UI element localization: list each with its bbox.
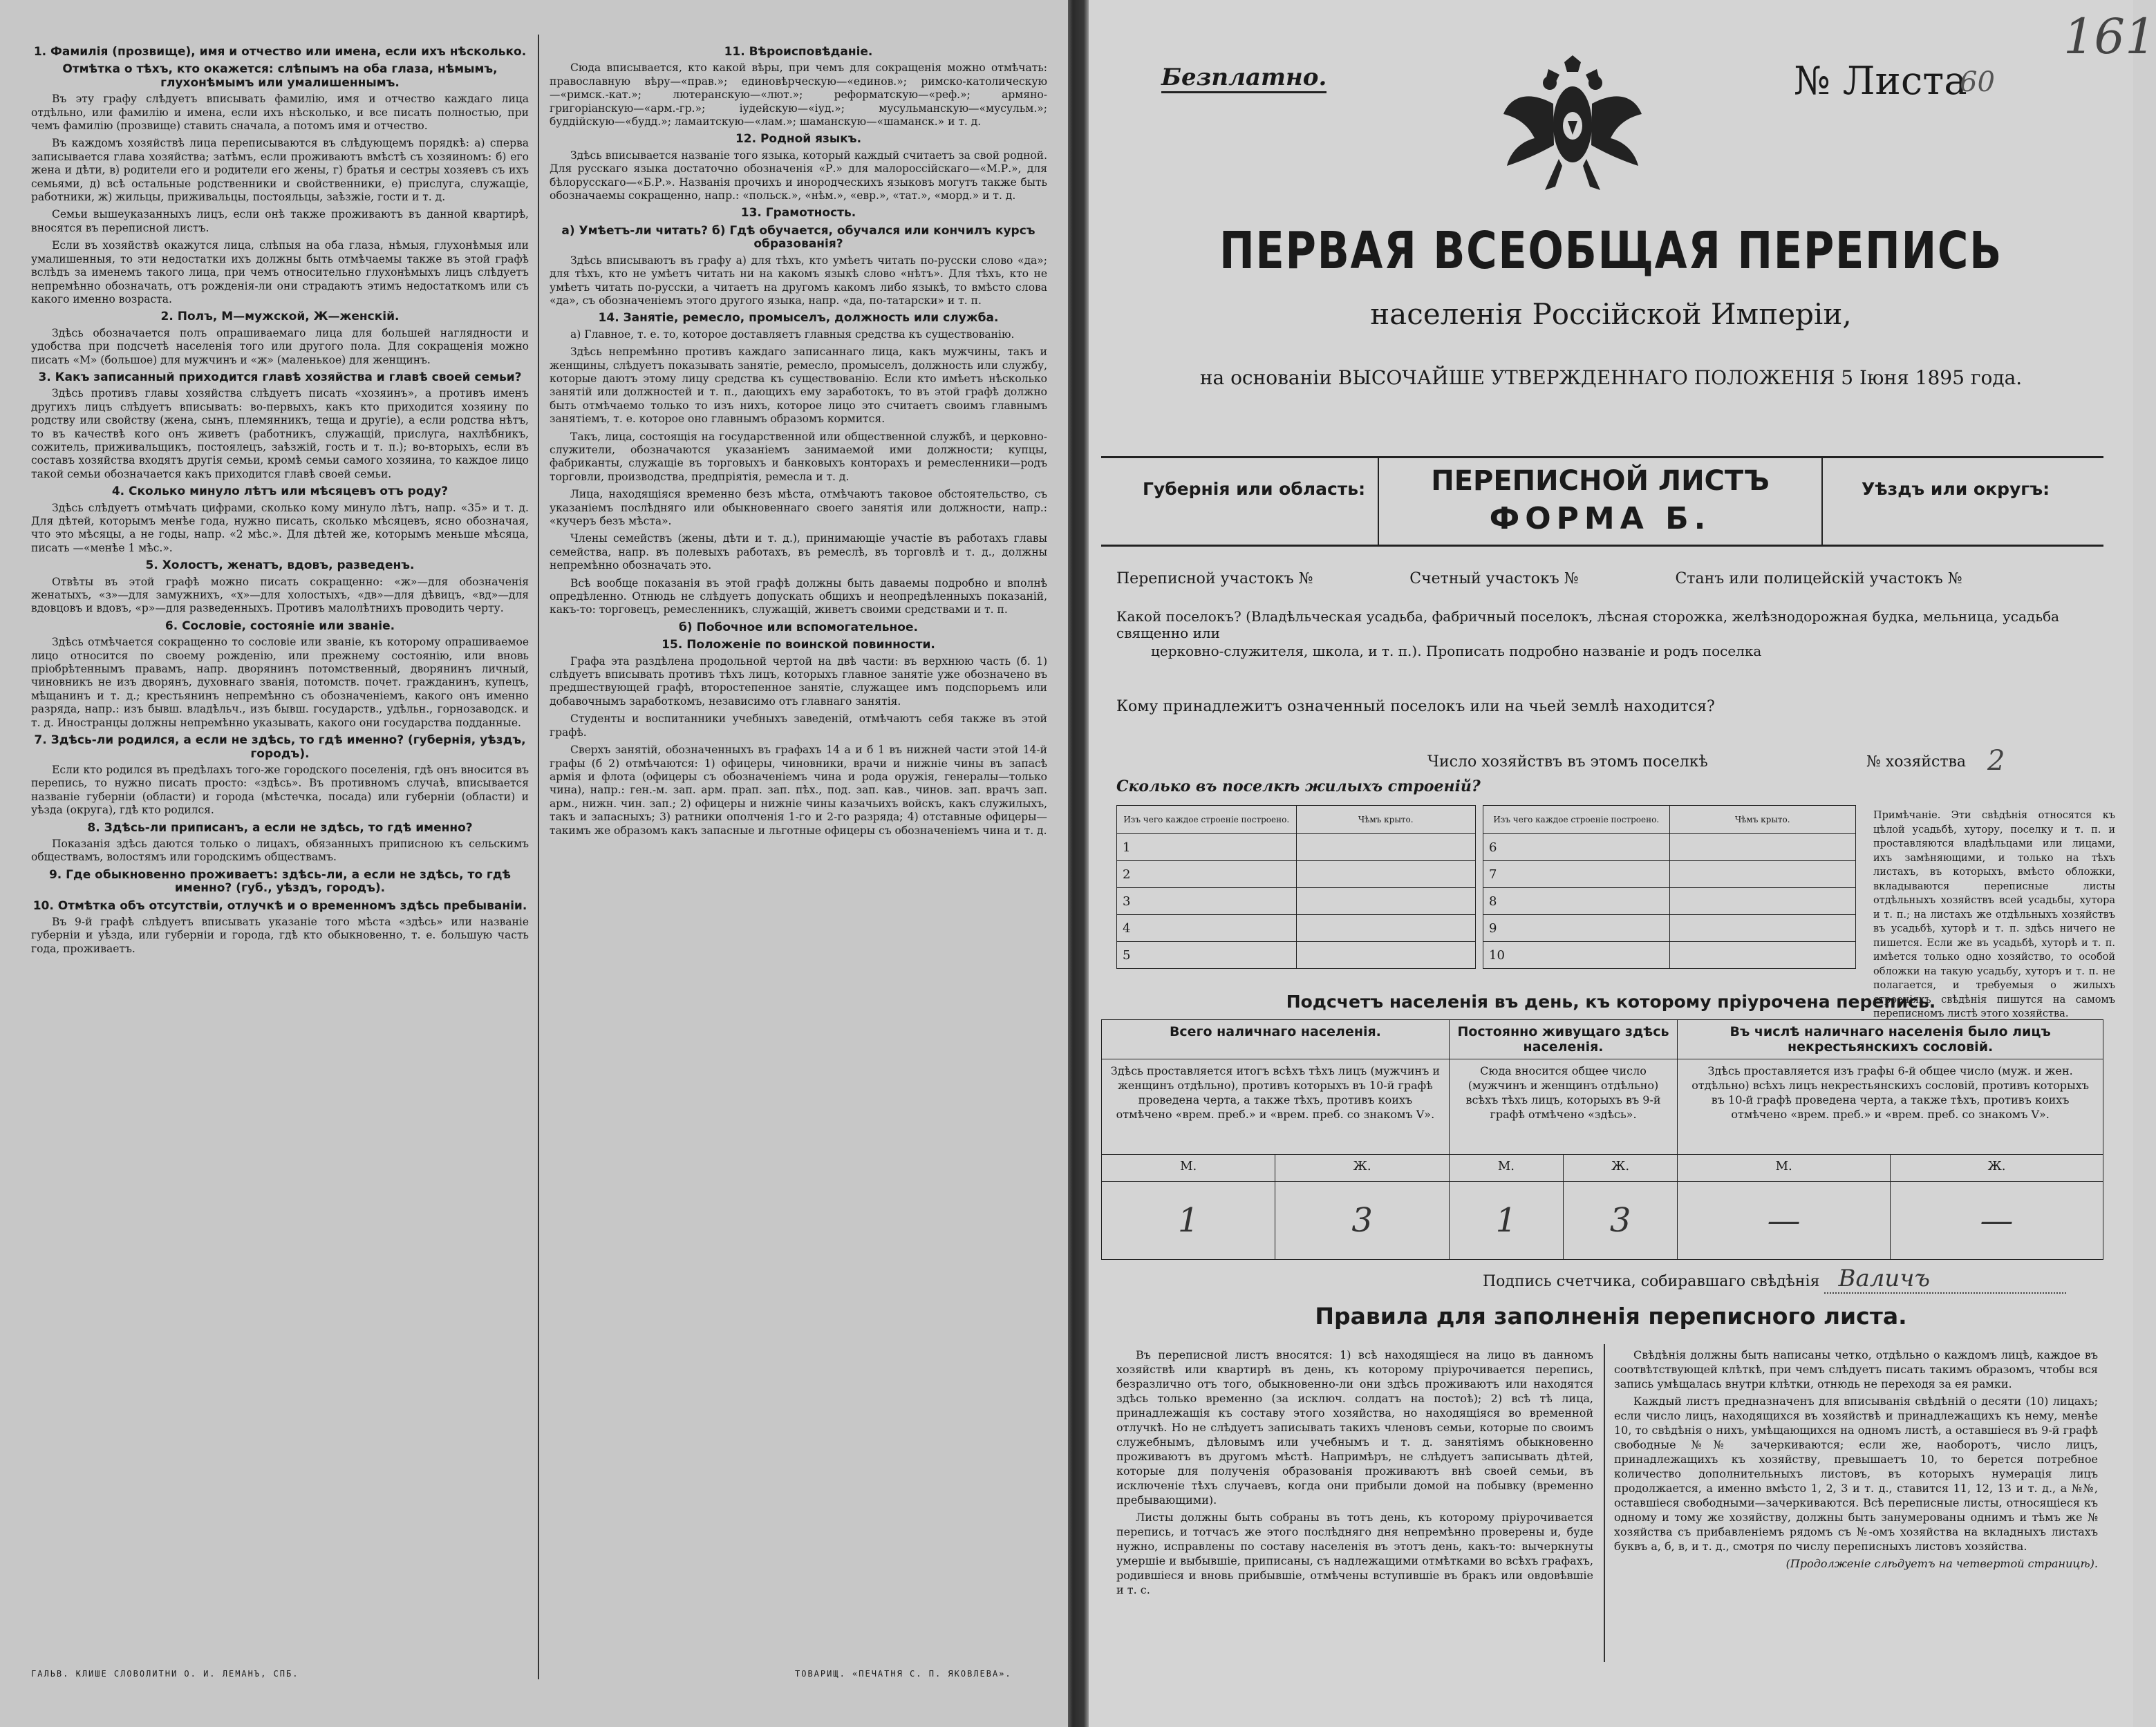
signature-value: Валичъ bbox=[1824, 1265, 2066, 1294]
sheet-number-value: 60 bbox=[1960, 66, 1995, 98]
paragraph: Здѣсь противъ главы хозяйства слѣдуетъ писать «хозяинъ», а противъ именъ другихъ лицъ слѣдуетъ вписывать: во-первыхъ, какъ кто приходится хозяину по родству или свойству (жена, сынъ, племянникъ, теща и другіе), а если родства нѣтъ, то въ качествѣ кого онъ живетъ (работникъ, служащій, прислуга, нахлѣбникъ, сожитель, приживальщикъ, постоялецъ, заѣзжій, гость и т. п.); во-вторыхъ, если въ составъ хозяйства входятъ другія семьи, кромѣ семьи самого хозяина, то каждое лицо такой семьи обозначается какъ приходится главѣ своей семьи. bbox=[31, 387, 529, 480]
col-roof: Чѣмъ крыто. bbox=[1669, 806, 1856, 834]
paragraph: Въ эту графу слѣдуетъ вписывать фамилію, имя и отчество каждаго лица отдѣльно, или фамилію и имена, если ихъ нѣсколько, и все писать полностью, при чемъ фамилію (прозвище) ставить сначала, а потомъ имя и отчество. bbox=[31, 93, 529, 133]
paragraph: Отвѣты въ этой графѣ можно писать сокращенно: «ж»—для обозначенія женатыхъ, «з»—для замужнихъ, «х»—для холостыхъ, «дв»—для дѣвицъ, «вд»—для вдовцовъ и вдовъ, «р»—для разведенныхъ. Противъ малолѣтнихъ проводить черту. bbox=[31, 575, 529, 615]
left-page bbox=[0, 0, 1068, 1727]
form-name: ФОРМА Б. bbox=[1489, 501, 1712, 536]
male-label: М. bbox=[1102, 1155, 1275, 1182]
settlement-line: Какой поселокъ? (Владѣльческая усадьба, фабричный поселокъ, лѣсная сторожка, желѣзнодорожная будка, мельница, усадьба священно или bbox=[1116, 608, 2060, 641]
female-label: Ж. bbox=[1891, 1155, 2103, 1182]
female-label: Ж. bbox=[1564, 1155, 1678, 1182]
households-line: Число хозяйствъ въ этомъ поселкѣ bbox=[1427, 753, 1708, 771]
table-row bbox=[1117, 834, 1476, 861]
paragraph: Здѣсь вписывается названіе того языка, который каждый считаетъ за свой родной. Для русскаго языка достаточно обозначенія «Р.» для малороссійскаго—«М.Р.», для бѣлорусскаго—«Б.Р.». Названія прочихъ и инородческихъ языковъ могутъ также быть обозначаемы сокращенно, напр.: «польск.», «нѣм.», «евр.», «тат.», «морд.» и т. д. bbox=[550, 149, 1047, 202]
section-heading: 13. Грамотность. bbox=[740, 206, 856, 220]
paragraph: Показанія здѣсь даются только о лицахъ, обязанныхъ приписною къ сельскимъ обществамъ, волостямъ или городскимъ обществамъ. bbox=[31, 837, 529, 864]
section-heading: 3. Какъ записанный приходится главѣ хозяйства и главѣ своей семьи? bbox=[38, 370, 522, 384]
column-divider bbox=[538, 35, 539, 1679]
section-heading: 15. Положеніе по воинской повинности. bbox=[662, 638, 935, 652]
table-row bbox=[1117, 942, 1476, 969]
non-peasant-male-value: — bbox=[1678, 1182, 1891, 1260]
rules-column-1 bbox=[1116, 1348, 1593, 1600]
dwellings-question: Сколько въ поселкѣ жилыхъ строеній? bbox=[1116, 777, 1481, 795]
document-title: ПЕРВАЯ ВСЕОБЩАЯ ПЕРЕПИСЬ bbox=[1219, 221, 2003, 281]
total-population-head: Всего наличнаго населенія. bbox=[1102, 1020, 1450, 1059]
enumerator-signature-line bbox=[1483, 1265, 2066, 1294]
owner-line: Кому принадлежитъ означенный поселокъ или на чьей землѣ находится? bbox=[1116, 698, 1715, 715]
col-material: Изъ чего каждое строеніе построено. bbox=[1117, 806, 1297, 834]
row-number: 10 bbox=[1483, 942, 1670, 969]
section-heading: 2. Полъ, М—мужской, Ж—женскій. bbox=[160, 310, 400, 324]
paragraph: Всѣ вообще показанія въ этой графѣ должны быть даваемы подробно и вполнѣ опредѣленно. Отнюдь не слѣдуетъ допускать общихъ и неопредѣленныхъ показаній, какъ-то: торговецъ, ремесленникъ, служащій, живетъ своими средствами и т. п. bbox=[550, 576, 1047, 616]
table-row bbox=[1483, 942, 1856, 969]
roof-cell bbox=[1296, 861, 1476, 888]
resident-female-value: 3 bbox=[1564, 1182, 1678, 1260]
dwellings-note: Примѣчаніе. Эти свѣдѣнія относятся къ цѣлой усадьбѣ, хутору, поселку и т. п. и проставляются владѣльцами или лицами, ихъ замѣняющими, и только на тѣхъ листахъ, въ которыхъ, вмѣсто обложки, вкладываются переписные листы отдѣльныхъ хозяйствъ всей усадьбы, хутора и т. п.; на листахъ же отдѣльныхъ хозяйствъ въ усадьбѣ, хуторѣ и т. п. здѣсь ничего не пишется. Если же въ усадьбѣ, хуторѣ и т. п. имѣется только одно хозяйство, то особой обложки на такую усадьбу, хуторъ и т. п. не полагается, и требуемыя о жилыхъ строеніяхъ свѣдѣнія пишутся на самомъ переписномъ листѣ этого хозяйства. bbox=[1873, 810, 2115, 1019]
instructions-column-1 bbox=[31, 41, 529, 960]
roof-cell bbox=[1669, 915, 1856, 942]
rules-paragraph: Каждый листъ предназначенъ для вписыванія свѣдѣній о десяти (10) лицахъ; если число лицъ, находящихся въ хозяйствѣ и принадлежащихъ къ нему, менѣе 10, то свѣдѣнія о нихъ, умѣщающихся на одномъ листѣ, а оставшіеся въ 9-й графѣ свободные №№ зачеркиваются; если же, наоборотъ, число лицъ, принадлежащихъ къ хозяйству, превышаетъ 10, то берется потребное количество дополнительныхъ листовъ, въ которыхъ нумерація лицъ продолжается, а именно вмѣсто 1, 2, 3 и т. д., ставится 11, 12, 13 и т. д., а №№, оставшіеся свободными—зачеркиваются. Всѣ переписные листы, относящіеся къ одному и тому же хозяйству, должны быть занумерованы однимъ и тѣмъ же № хозяйства съ прибавленіемъ рядомъ съ №-омъ хозяйства на вкладныхъ листахъ буквъ а, б, в, и т. д., смотря по числу переписныхъ листовъ хозяйства. bbox=[1614, 1395, 2098, 1553]
rules-paragraph: Въ переписной листъ вносятся: 1) всѣ находящіеся на лицо въ данномъ хозяйствѣ или квартирѣ въ день, къ которому пріурочивается перепись, безразлично отъ того, обыкновенно-ли они здѣсь проживаютъ или находятся здѣсь только временно (за исключ. солдатъ на постоѣ); 2) всѣ тѣ лица, принадлежащія къ составу этого хозяйства, но находящіяся во временной отлучкѣ. Но не слѣдуетъ записывать такихъ членовъ семьи, которые по своимъ служебнымъ, дѣловымъ или учебнымъ и т. д. занятіямъ обыкновенно проживаютъ въ другомъ мѣстѣ. Напримѣръ, не слѣдуетъ записывать дѣтей, которые для полученія образованія проживаютъ внѣ своей семьи, въ исключеніе тѣхъ случаевъ, когда они прибыли домой на побывку (временно пребывающими). bbox=[1116, 1348, 1593, 1507]
settlement-line-2: церковно-служителя, школа, и т. п.). Прописать подробно названіе и родъ поселка bbox=[1151, 643, 1762, 659]
paragraph: Здѣсь непремѣнно противъ каждаго записаннаго лица, какъ мужчины, такъ и женщины, слѣдуетъ показывать занятіе, ремесло, промыселъ, должность или службу, которые даютъ этому лицу средства къ существованію. Если кто имѣетъ нѣсколько занятій или должностей и т. п., дающихъ ему заработокъ, то въ этой графѣ должно быть отмѣчаемо только то изъ нихъ, которое лицо это считаетъ своимъ главнымъ занятіемъ, т. е. которое оно главнымъ образомъ кормится. bbox=[550, 346, 1047, 426]
population-count-title: Подсчетъ населенія въ день, къ которому пріурочена перепись. bbox=[1286, 992, 1936, 1012]
paragraph: Такъ, лица, состоящія на государственной или общественной службѣ, и церковно-служители, обозначаются указаніемъ занимаемой ими должности; купцы, фабриканты, служащіе въ торговыхъ и банковыхъ конторахъ и ремесленники—родъ торговли, производства, предпріятія, ремесла и т. д. bbox=[550, 430, 1047, 483]
col-roof: Чѣмъ крыто. bbox=[1296, 806, 1476, 834]
rules-divider bbox=[1604, 1344, 1605, 1662]
signature-label: Подпись счетчика, собиравшаго свѣдѣнія bbox=[1483, 1273, 1820, 1290]
table-row bbox=[1483, 834, 1856, 861]
paragraph: а) Главное, т. е. то, которое доставляетъ главныя средства къ существованію. bbox=[570, 328, 1015, 341]
non-peasant-text: Здѣсь проставляется изъ графы 6-й общее число (муж. и жен. отдѣльно) всѣхъ лицъ некрестьянскихъ сословій, противъ которыхъ въ 10-й графѣ проведена черта, а также тѣхъ, противъ коихъ отмѣчено «врем. преб.» и «врем. преб. со знакомъ V». bbox=[1678, 1059, 2103, 1155]
paragraph: Если въ хозяйствѣ окажутся лица, слѣпыя на оба глаза, нѣмыя, глухонѣмыя или умалишенныя, то эти недостатки ихъ должны быть отмѣчаемы также въ этой графѣ вслѣдъ за именемъ такого лица, при чемъ относительно глухонѣмыхъ лицъ слѣдуетъ непремѣнно обозначать, отъ рожденія-ли они страдаютъ этимъ недостаткомъ или съ какого именно возраста. bbox=[31, 239, 529, 305]
row-number: 7 bbox=[1483, 861, 1670, 888]
household-number-value: 2 bbox=[1987, 745, 2005, 777]
table-row bbox=[1117, 861, 1476, 888]
rules-paragraph: Листы должны быть собраны въ тотъ день, къ которому пріурочивается перепись, и тотчасъ же этого послѣдняго дня непремѣнно проверены и, буде нужно, исправлены по составу населенія въ этотъ день, какъ-то: вычеркнуты умершіе и выбывшіе, приписаны, съ надлежащими отмѣтками во всѣхъ графахъ, родившіеся и вновь прибывшіе, отмѣчены вступившіе въ бракъ или овдовѣвшіе и т. с. bbox=[1116, 1511, 1593, 1596]
continuation-note: (Продолженіе слѣдуетъ на четвертой страницѣ). bbox=[1785, 1557, 2098, 1570]
paragraph: Графа эта раздѣлена продольной чертой на двѣ части: въ верхнюю часть (б. 1) слѣдуетъ вписывать противъ тѣхъ лицъ, которыхъ главное занятіе уже обозначено въ предшествующей графѣ, второстепенное занятіе, служащее имъ подспорьемъ или добавочнымъ заработкомъ, независимо отъ главнаго занятія. bbox=[550, 654, 1047, 708]
resident-population-head: Постоянно живущаго здѣсь населенія. bbox=[1449, 1020, 1677, 1059]
population-count-table bbox=[1101, 1019, 2103, 1260]
roof-cell bbox=[1296, 915, 1476, 942]
dwellings-table-a bbox=[1116, 805, 1476, 969]
table-row bbox=[1117, 888, 1476, 915]
paragraph: Семьи вышеуказанныхъ лицъ, если онѣ также проживаютъ въ данной квартирѣ, вносятся въ переписной листъ. bbox=[31, 208, 529, 234]
rules-paragraph: Свѣдѣнія должны быть написаны четко, отдѣльно о каждомъ лицѣ, каждое въ соотвѣтствующей клѣткѣ, при чемъ слѣдуетъ писать такимъ образомъ, чтобы вся запись умѣщалась внутри клѣтки, отнюдь не переходя за ея рамки. bbox=[1614, 1348, 2098, 1390]
total-population-text: Здѣсь проставляется итогъ всѣхъ тѣхъ лицъ (мужчинъ и женщинъ отдѣльно), противъ которыхъ въ 10-й графѣ проведена черта, а также тѣхъ, противъ коихъ отмѣчено «врем. преб.» и «врем. преб. со знакомъ V». bbox=[1102, 1059, 1450, 1155]
paragraph: Въ 9-й графѣ слѣдуетъ вписывать указаніе того мѣста «здѣсь» или названіе губерніи и уѣзда, или губерніи и города, гдѣ кто обыкновенно, т. е. большую часть года, проживаетъ. bbox=[31, 915, 529, 955]
roof-cell bbox=[1296, 942, 1476, 969]
table-row bbox=[1483, 915, 1856, 942]
table-row bbox=[1483, 861, 1856, 888]
row-number: 8 bbox=[1483, 888, 1670, 915]
precinct-line: Переписной участокъ № Счетный участокъ № Станъ или полицейскій участокъ № bbox=[1116, 570, 1962, 587]
document-subtitle: населенія Россійской Имперіи, bbox=[1370, 297, 1852, 331]
paragraph: Въ каждомъ хозяйствѣ лица переписываются въ слѣдующемъ порядкѣ: а) сперва записывается глава хозяйства; затѣмъ, если проживаютъ вмѣстѣ съ хозяиномъ: б) его жена и дѣти, в) родители его и родители его жены, г) братья и сестры хозяевъ съ ихъ семьями, д) всѣ остальные родственники и свойственники, е) прислуга, служащіе, работники, ж) жильцы, приживальцы, постояльцы, заѣзжіе, гости и т. д. bbox=[31, 137, 529, 204]
rules-column-2 bbox=[1614, 1348, 2098, 1574]
row-number: 2 bbox=[1117, 861, 1297, 888]
roof-cell bbox=[1296, 834, 1476, 861]
section-heading: б) Побочное или вспомогательное. bbox=[679, 620, 918, 634]
paragraph: Здѣсь вписываютъ въ графу а) для тѣхъ, кто умѣетъ читать по-русски слово «да»; для тѣхъ, кто не умѣетъ читать ни на какомъ языкѣ слово «нѣтъ». Для тѣхъ, кто не умѣетъ читать по-русски, а читаетъ на другомъ какомъ либо языкѣ, то вмѣсто слова «да», съ обозначеніемъ этого другого языка, напр. «да, по-татарски» и т. п. bbox=[550, 254, 1047, 307]
row-number: 9 bbox=[1483, 915, 1670, 942]
section-heading: Отмѣтка о тѣхъ, кто окажется: слѣпымъ на оба глаза, нѣмымъ, глухонѣмымъ или умалишеннымъ. bbox=[62, 62, 498, 90]
row-number: 1 bbox=[1117, 834, 1297, 861]
section-heading: 14. Занятіе, ремесло, промыселъ, должность или служба. bbox=[598, 311, 999, 325]
col-material: Изъ чего каждое строеніе построено. bbox=[1483, 806, 1670, 834]
roof-cell bbox=[1296, 888, 1476, 915]
roof-cell bbox=[1669, 888, 1856, 915]
section-heading: 8. Здѣсь-ли приписанъ, а если не здѣсь, то гдѣ именно? bbox=[87, 820, 473, 835]
non-peasant-female-value: — bbox=[1891, 1182, 2103, 1260]
paragraph: Члены семействъ (жены, дѣти и т. д.), принимающіе участіе въ работахъ главы семейства, напр. въ полевыхъ работахъ, въ ремеслѣ, въ торговлѣ и т. д., должны непремѣнно обозначать это. bbox=[550, 532, 1047, 572]
paragraph: Здѣсь отмѣчается сокращенно то сословіе или званіе, къ которому опрашиваемое лицо относится по своему рожденію, или прежнему состоянію, или вновь пріобрѣтеннымъ правамъ, напр. дворянинъ потомственный, дворянинъ личный, чиновникъ не изъ дворянъ, духовнаго званія, потомств. почет. гражданинъ, купецъ, мѣщанинъ и т. д.; крестьянинъ непремѣнно съ обозначеніемъ, какого онъ именно разряда, напр.: изъ бывш. владѣльч., изъ бывш. государств., удѣльн., горнозаводск. и т. д. Иностранцы должны непремѣнно указывать, какого они государства подданные. bbox=[31, 636, 529, 729]
male-label: М. bbox=[1678, 1155, 1891, 1182]
paragraph: Здѣсь обозначается полъ опрашиваемаго лица для большей наглядности и удобства при подсчетѣ населенія того или другого пола. Для сокращенія можно писать «М» (большое) для мужчинъ и «ж» (маленькое) для женщинъ. bbox=[31, 326, 529, 366]
row-number: 5 bbox=[1117, 942, 1297, 969]
table-row bbox=[1117, 915, 1476, 942]
row-number: 3 bbox=[1117, 888, 1297, 915]
paragraph: Сюда вписывается, кто какой вѣры, при чемъ для сокращенія можно отмѣчать: православную вѣру—«прав.»; единовѣрческую—«единов.»; римско-католическую—«римск.-кат.»; лютеранскую—«лют.»; реформатскую—«реф.»; армяно-григоріанскую—«арм.-гр.»; іудейскую—«іуд.»; мусульманскую—«мусульм.»; буддійскую—«будд.»; ламаитскую—«лам.»; шаманскую—«шаманск.» и т. д. bbox=[550, 62, 1047, 129]
section-heading: 5. Холостъ, женатъ, вдовъ, разведенъ. bbox=[145, 558, 415, 573]
form-title-box bbox=[1378, 458, 1823, 545]
row-number: 4 bbox=[1117, 915, 1297, 942]
imprint-right: ТОВАРИЩ. «ПЕЧАТНЯ С. П. ЯКОВЛЕВА». bbox=[795, 1669, 1012, 1679]
resident-male-value: 1 bbox=[1449, 1182, 1563, 1260]
free-label: Безплатно. bbox=[1161, 64, 1327, 93]
paragraph: Здѣсь слѣдуетъ отмѣчать цифрами, сколько кому минуло лѣтъ, напр. «35» и т. д. Для дѣтей, которымъ менѣе года, нужно писать, сколько мѣсяцевъ, ясно обозначая, что это мѣсяцы, а не годы, напр. «2 мѣс.». Для дѣтей же, которымъ меньше мѣсяца, писать —«менѣе 1 мѣс.». bbox=[31, 501, 529, 554]
roof-cell bbox=[1669, 834, 1856, 861]
section-heading: 10. Отмѣтка объ отсутствіи, отлучкѣ и о временномъ здѣсь пребываніи. bbox=[32, 898, 527, 913]
rules-title: Правила для заполненія переписного листа. bbox=[1315, 1303, 1907, 1330]
female-label: Ж. bbox=[1275, 1155, 1449, 1182]
right-page bbox=[1089, 0, 2156, 1727]
section-heading: 11. Вѣроисповѣданіе. bbox=[724, 45, 873, 59]
uezd-label: Уѣздъ или округъ: bbox=[1862, 479, 2050, 499]
row-number: 6 bbox=[1483, 834, 1670, 861]
imperial-eagle-emblem bbox=[1500, 48, 1645, 200]
paragraph: Студенты и воспитанники учебныхъ заведеній, отмѣчаютъ себя также въ этой графѣ. bbox=[550, 712, 1047, 739]
paragraph: Сверхъ занятій, обозначенныхъ въ графахъ 14 а и б 1 въ нижней части этой 14-й графы (б 2) отмѣчаются: 1) офицеры, чиновники, врачи и нижніе чины въ запасѣ армія и флота (офицеры съ обозначеніемъ чина и рода оружія, генералы—только чина), напр.: ген.-м. зап. арм. прап. зап. пѣх., под. зап. кав., чинов. зап. врачъ зап. арм., нижн. чин. зап.; 2) офицеры и нижніе чины казачьихъ войскъ, какъ служилыхъ, такъ и запасныхъ; 3) ратники ополченія 1-го и 2-го разряда; 4) отставные офицеры—такимъ же образомъ какъ запасные и льготные офицеры съ обозначеніемъ чина и т. д. bbox=[550, 744, 1047, 837]
dwellings-table-b bbox=[1483, 805, 1856, 969]
legal-basis: на основаніи ВЫСОЧАЙШЕ УТВЕРЖДЕННАГО ПОЛОЖЕНІЯ 5 Іюня 1895 года. bbox=[1199, 366, 2023, 389]
household-number-label: № хозяйства bbox=[1866, 753, 1966, 771]
section-heading: 9. Где обыкновенно проживаетъ: здѣсь-ли, а если не здѣсь, то гдѣ именно? (губ., уѣздъ, городъ). bbox=[48, 867, 512, 896]
roof-cell bbox=[1669, 861, 1856, 888]
total-male-value: 1 bbox=[1102, 1182, 1275, 1260]
form-header-box bbox=[1101, 456, 2103, 547]
form-title: ПЕРЕПИСНОЙ ЛИСТЪ bbox=[1431, 465, 1770, 497]
section-heading: 4. Сколько минуло лѣтъ или мѣсяцевъ отъ роду? bbox=[111, 484, 449, 499]
total-female-value: 3 bbox=[1275, 1182, 1449, 1260]
table-row bbox=[1483, 888, 1856, 915]
resident-population-text: Сюда вносится общее число (мужчинъ и женщинъ отдѣльно) всѣхъ тѣхъ лицъ, которыхъ въ 9-й графѣ отмѣчено «здѣсь». bbox=[1449, 1059, 1677, 1155]
instructions-column-2 bbox=[550, 41, 1047, 842]
section-heading: а) Умѣетъ-ли читать? б) Гдѣ обучается, обучался или кончилъ курсъ образованія? bbox=[561, 223, 1035, 252]
sheet-number-label: № Листа bbox=[1794, 59, 1967, 104]
roof-cell bbox=[1669, 942, 1856, 969]
non-peasant-head: Въ числѣ наличнаго населенія было лицъ некрестьянскихъ сословій. bbox=[1678, 1020, 2103, 1059]
imprint-left: ГАЛЬВ. КЛИШЕ СЛОВОЛИТНИ О. И. ЛЕМАНЪ, СПБ. bbox=[31, 1669, 299, 1679]
paragraph: Если кто родился въ предѣлахъ того-же городского поселенія, гдѣ онъ вносится въ перепись, то нужно писать просто: «здѣсь». Въ противномъ случаѣ, вписывается названіе губерніи (области) и города (мѣстечка, посада) или губерніи (области) и уѣзда (округа), гдѣ кто родился. bbox=[31, 763, 529, 817]
section-heading: 7. Здѣсь-ли родился, а если не здѣсь, то гдѣ именно? (губернія, уѣздъ, городъ). bbox=[34, 733, 526, 761]
archive-page-number: 161 bbox=[2063, 8, 2156, 65]
gubernia-label: Губернія или область: bbox=[1143, 479, 1366, 499]
paragraph: Лица, находящіяся временно безъ мѣста, отмѣчаютъ таковое обстоятельство, съ указаніемъ послѣдняго или обыкновеннаго своего занятія или должности, напр.: «кучеръ безъ мѣста». bbox=[550, 488, 1047, 527]
male-label: М. bbox=[1449, 1155, 1563, 1182]
section-heading: 12. Родной языкъ. bbox=[735, 132, 862, 147]
section-heading: 6. Сословіе, состояніе или званіе. bbox=[165, 619, 395, 633]
section-heading: 1. Фамилія (прозвище), имя и отчество или имена, если ихъ нѣсколько. bbox=[33, 45, 527, 59]
